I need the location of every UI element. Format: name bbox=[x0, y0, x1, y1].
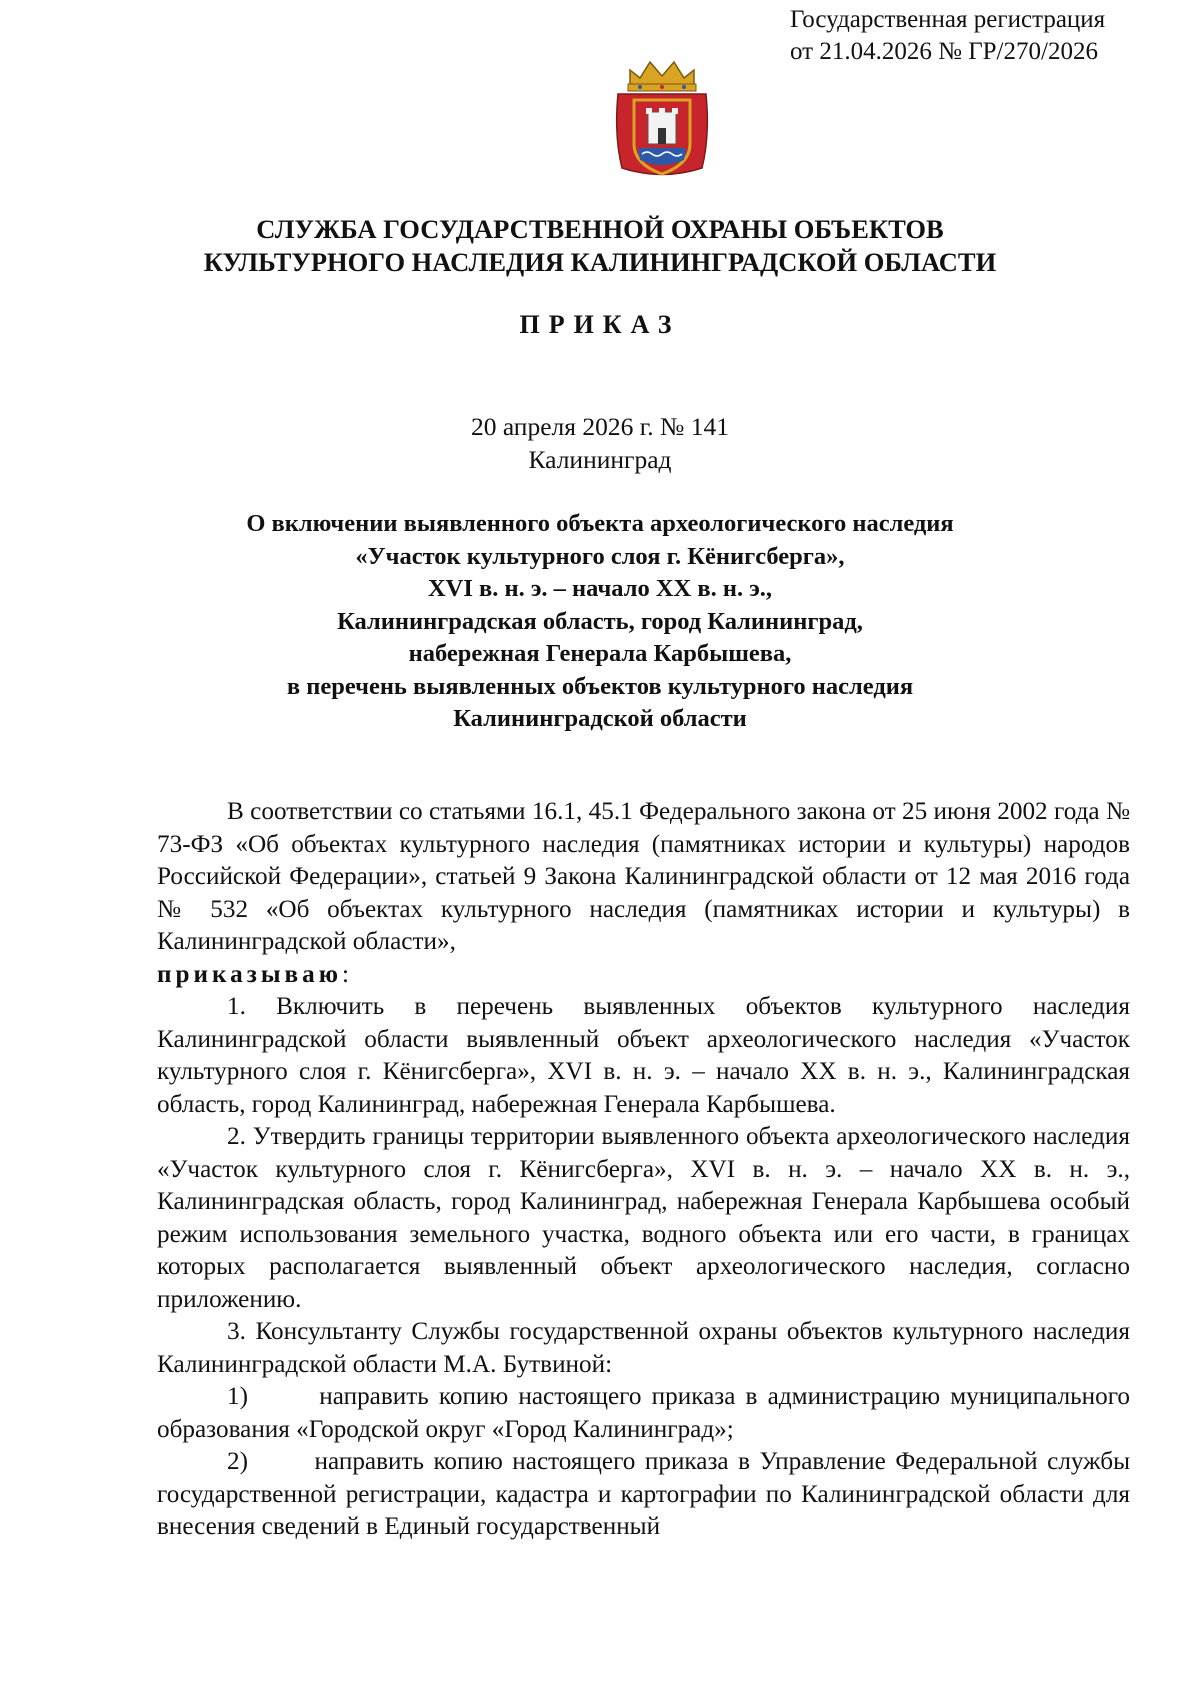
order-subject bbox=[100, 508, 1100, 736]
item-2: 2. Утвердить границы территории выявленного объекта археологического наследия «Участок культурного слоя г. Кёнигсберга», XVI в. н. э. – начало XX в. н. э., Калининградская область, город Калининград, набережная Генерала Карбышева особый режим использования земельного участка, водного объекта или его части, в границах которых располагается выявленный объект археологического наследия, согласно приложению. bbox=[157, 1123, 1130, 1313]
coat-of-arms-emblem bbox=[610, 56, 715, 181]
order-body bbox=[157, 796, 1130, 1544]
city: Калининград bbox=[528, 445, 672, 474]
agency-name bbox=[100, 213, 1100, 279]
document-type: ПРИКАЗ bbox=[519, 310, 681, 339]
subject-line: Калининградская область, город Калининград, bbox=[337, 607, 863, 635]
subject-line: набережная Генерала Карбышева, bbox=[408, 640, 792, 667]
date-place-block bbox=[100, 410, 1100, 476]
date-and-number: 20 апреля 2026 г. № 141 bbox=[470, 412, 730, 441]
subject-line: О включении выявленного объекта археологического наследия bbox=[246, 510, 954, 537]
item-3: 3. Консультанту Службы государственной охраны объектов культурного наследия Калининградской области М.А. Бутвиной: bbox=[157, 1318, 1130, 1378]
subject-line: XVI в. н. э. – начало XX в. н. э., bbox=[427, 575, 773, 602]
sub-item-1: 1) направить копию настоящего приказа в администрацию муниципального образования «Городской округ «Город Калининград»; bbox=[157, 1383, 1130, 1443]
subject-line: «Участок культурного слоя г. Кёнигсберга», bbox=[355, 542, 845, 570]
preamble-paragraph bbox=[157, 796, 1130, 959]
preamble-text: В соответствии со статьями 16.1, 45.1 Федерального закона от 25 июня 2002 года № 73-ФЗ «Об объектах культурного наследия (памятниках истории и культуры) народов Российской Федерации», статьей 9 Закона Калининградской области от 12 мая 2016 года № 532 «Об объектах культурного наследия (памятниках истории и культуры) в Калининградской области», bbox=[157, 798, 1130, 955]
order-colon: : bbox=[342, 960, 349, 988]
agency-name-line-2: КУЛЬТУРНОГО НАСЛЕДИЯ КАЛИНИНГРАДСКОЙ ОБЛАСТИ bbox=[203, 247, 997, 277]
registration-line-1: Государственная регистрация bbox=[790, 6, 1106, 33]
subject-line: в перечень выявленных объектов культурного наследия bbox=[286, 672, 914, 700]
agency-name-line-1: СЛУЖБА ГОСУДАРСТВЕННОЙ ОХРАНЫ ОБЪЕКТОВ bbox=[256, 214, 944, 244]
item-1: 1. Включить в перечень выявленных объектов культурного наследия Калининградской области выявленный объект археологического наследия «Участок культурного слоя г. Кёнигсберга», XVI в. н. э. – начало XX в. н. э., Калининградская область, город Калининград, набережная Генерала Карбышева. bbox=[157, 993, 1130, 1118]
registration-stamp bbox=[790, 4, 1190, 68]
registration-line-2: от 21.04.2026 № ГР/270/2026 bbox=[790, 38, 1098, 65]
order-word: приказываю bbox=[157, 960, 342, 988]
sub-item-2: 2) направить копию настоящего приказа в Управление Федеральной службы государственной регистрации, кадастра и картографии по Калининградской области для внесения сведений в Единый государственный bbox=[157, 1448, 1130, 1540]
subject-line: Калининградской области bbox=[453, 705, 747, 732]
order-word-line bbox=[157, 959, 1130, 992]
